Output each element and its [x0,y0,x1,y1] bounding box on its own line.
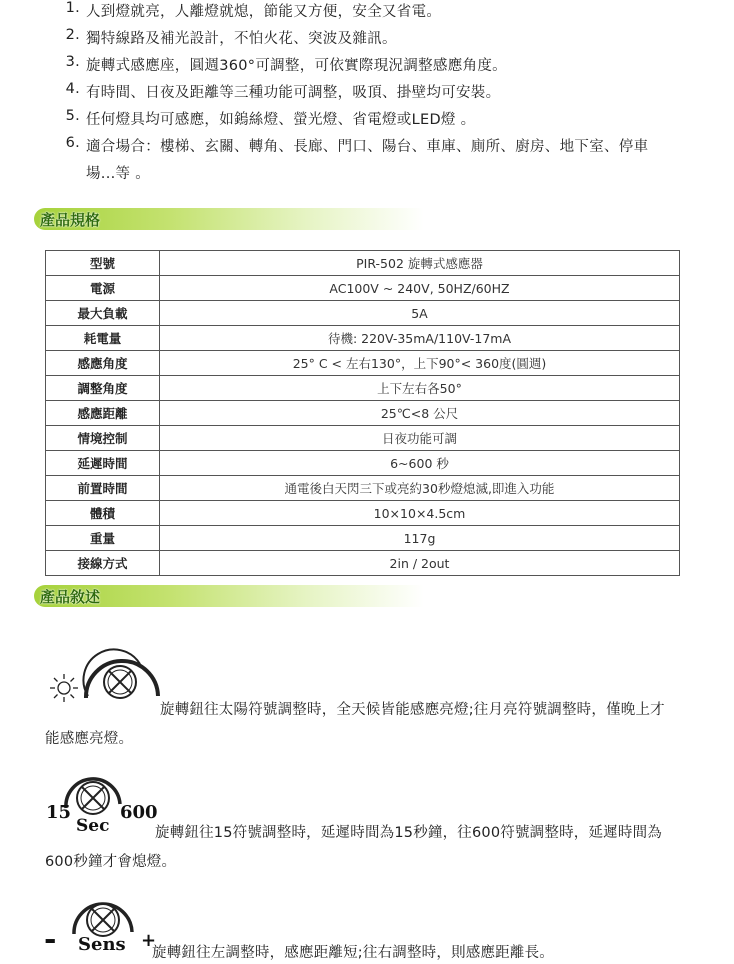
spec-label: 調整角度 [46,376,160,401]
feature-number: 4. [65,81,80,97]
feature-text: 旋轉式感應座，圓週360°可調整，可依實際現況調整感應角度。 [86,58,507,74]
spec-value: 6~600 秒 [160,451,680,476]
spec-label: 情境控制 [46,426,160,451]
spec-value: 通電後白天閃三下或亮約30秒燈熄滅,即進入功能 [160,476,680,501]
spec-row [46,451,680,476]
spec-label: 延遲時間 [46,451,160,476]
sens-minus-label: - [44,922,57,957]
time-unit-label: Sec [76,816,110,836]
spec-label: 最大負載 [46,301,160,326]
time-description: 旋轉鈕往15符號調整時，延遲時間為15秒鐘，往600符號調整時，延遲時間為 [155,825,662,841]
spec-row [46,401,680,426]
spec-value: PIR-502 旋轉式感應器 [160,251,680,276]
spec-table [45,250,680,576]
desc-section-header [34,585,424,607]
spec-row [46,426,680,451]
feature-text-continued: 場...等 。 [86,166,151,182]
feature-number: 1. [65,0,80,16]
spec-label: 感應角度 [46,351,160,376]
spec-value: 2in / 2out [160,551,680,576]
spec-value: 5A [160,301,680,326]
spec-label: 型號 [46,251,160,276]
spec-value: 待機: 220V-35mA/110V-17mA [160,326,680,351]
spec-label: 接線方式 [46,551,160,576]
time-min-label: 15 [46,802,72,823]
sens-unit-label: Sens [78,934,126,955]
spec-value: 117g [160,526,680,551]
daynight-description-cont: 能感應亮燈。 [45,731,134,747]
time-dial [40,768,160,838]
sens-plus-label: + [141,930,157,951]
spec-label: 體積 [46,501,160,526]
feature-number: 2. [65,27,80,43]
spec-row [46,376,680,401]
sens-description: 旋轉鈕往左調整時，感應距離短;往右調整時，則感應距離長。 [152,945,554,961]
spec-row [46,301,680,326]
daynight-description: 旋轉鈕往太陽符號調整時，全天候皆能感應亮燈;往月亮符號調整時，僅晚上才 [160,702,665,718]
spec-row [46,551,680,576]
feature-number: 6. [65,135,80,151]
spec-label: 感應距離 [46,401,160,426]
spec-value: 上下左右各50° [160,376,680,401]
spec-label: 耗電量 [46,326,160,351]
spec-value: 10×10×4.5cm [160,501,680,526]
sens-dial [40,886,160,964]
spec-value: AC100V ~ 240V, 50HZ/60HZ [160,276,680,301]
daynight-dial [40,646,170,716]
time-description-cont: 600秒鐘才會熄燈。 [45,854,177,870]
spec-row [46,251,680,276]
feature-text: 任何燈具均可感應，如鎢絲燈、螢光燈、省電燈或LED燈 。 [86,112,476,128]
time-max-label: 600 [120,802,158,823]
feature-text: 人到燈就亮，人離燈就熄，節能又方便，安全又省電。 [86,4,442,20]
feature-number: 5. [65,108,80,124]
desc-section-title: 產品敘述 [40,588,101,606]
spec-label: 前置時間 [46,476,160,501]
spec-label: 電源 [46,276,160,301]
spec-value: 日夜功能可調 [160,426,680,451]
spec-row [46,326,680,351]
feature-text: 適合場合：樓梯、玄關、轉角、長廊、門口、陽台、車庫、廁所、廚房、地下室、停車 [86,139,649,155]
feature-text: 獨特線路及補光設計，不怕火花、突波及雜訊。 [86,31,397,47]
moon-dial-icon [40,646,170,716]
spec-label: 重量 [46,526,160,551]
spec-row [46,526,680,551]
spec-row [46,501,680,526]
spec-value: 25℃<8 公尺 [160,401,680,426]
spec-row [46,476,680,501]
feature-number: 3. [65,54,80,70]
spec-row [46,276,680,301]
spec-section-header [34,208,424,230]
spec-section-title: 產品規格 [40,211,101,229]
feature-text: 有時間、日夜及距離等三種功能可調整，吸頂、掛壁均可安裝。 [86,85,501,101]
spec-value: 25° C < 左右130°，上下90°< 360度(圓週) [160,351,680,376]
spec-row [46,351,680,376]
